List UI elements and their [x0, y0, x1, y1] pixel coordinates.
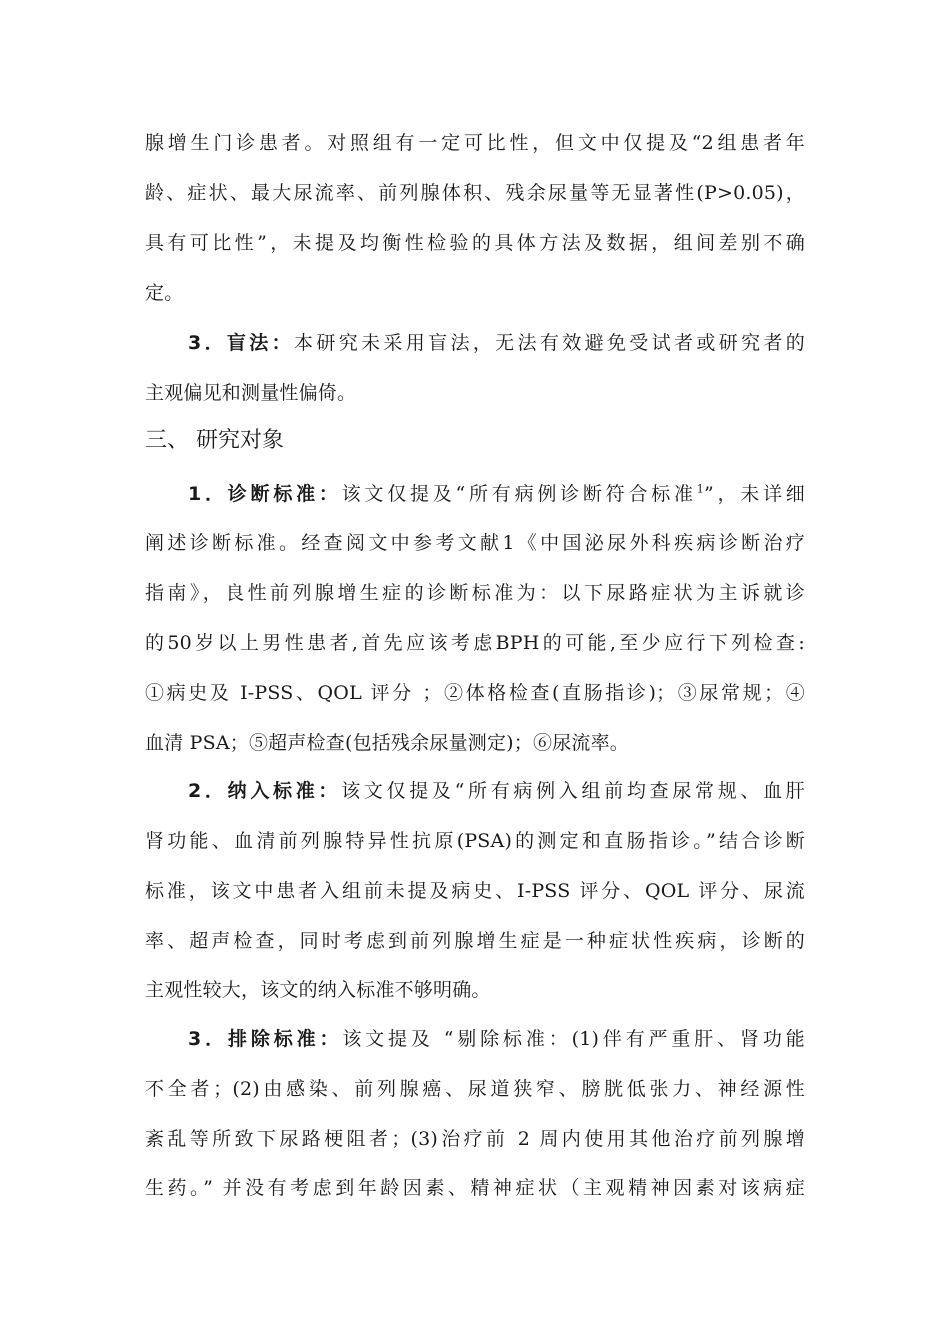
paragraph-line: 不全者；(2)由感染、前列腺癌、尿道狭窄、膀胱低张力、神经源性 — [145, 1078, 805, 1100]
paragraph-line: 具有可比性”，未提及均衡性检验的具体方法及数据，组间差别不确 — [145, 232, 805, 254]
paragraph-line: 定。 — [145, 282, 184, 304]
paragraph-line: 标准，该文中患者入组前未提及病史、I-PSS 评分、QOL 评分、尿流 — [145, 880, 805, 902]
paragraph-line: ①病史及 I-PSS、QOL 评分 ；②体格检查(直肠指诊)；③尿常规；④ — [145, 682, 805, 704]
paragraph-line: 主观性较大，该文的纳入标准不够明确。 — [145, 979, 491, 1001]
paragraph-line: 阐述诊断标准。经查阅文中参考文献1《中国泌尿外科疾病诊断治疗 — [145, 532, 805, 554]
paragraph-line: 血清 PSA；⑤超声检查(包括残余尿量测定)；⑥尿流率。 — [145, 732, 629, 754]
paragraph-line: 指南》，良性前列腺增生症的诊断标准为：以下尿路症状为主诉就诊 — [145, 582, 805, 604]
inclusion-paragraph-first-line — [188, 778, 805, 804]
paragraph-line: 肾功能、血清前列腺特异性抗原(PSA)的测定和直肠指诊。”结合诊断 — [145, 830, 805, 852]
paragraph-line: 龄、症状、最大尿流率、前列腺体积、残余尿量等无显著性(P>0.05)， — [145, 182, 805, 204]
exclusion-text: 该文提及 “剔除标准：(1)伴有严重肝、肾功能 — [342, 1028, 805, 1050]
diagnosis-paragraph-first-line — [188, 481, 805, 507]
diagnosis-text-end: ”，未详细 — [703, 483, 805, 505]
paragraph-line: 紊乱等所致下尿路梗阻者；(3)治疗前 2 周内使用其他治疗前列腺增 — [145, 1128, 805, 1150]
citation-superscript: 1 — [696, 482, 704, 496]
section-heading: 三、 研究对象 — [145, 428, 284, 453]
diagnosis-text: 该文仅提及“所有病例诊断符合标准 — [341, 483, 697, 505]
blinding-paragraph-first-line — [188, 330, 805, 356]
inclusion-text: 该文仅提及“所有病例入组前均查尿常规、血肝 — [341, 780, 805, 802]
paragraph-line: 主观偏见和测量性偏倚。 — [145, 382, 357, 404]
diagnosis-label: 1．诊断标准： — [188, 483, 342, 505]
inclusion-label: 2．纳入标准： — [188, 780, 342, 802]
exclusion-label: 3．排除标准： — [188, 1028, 343, 1050]
paragraph-line: 腺增生门诊患者。对照组有一定可比性，但文中仅提及“2组患者年 — [145, 132, 805, 154]
paragraph-line: 率、超声检查，同时考虑到前列腺增生症是一种症状性疾病，诊断的 — [145, 930, 805, 952]
exclusion-paragraph-first-line — [188, 1026, 805, 1052]
paragraph-line: 的50岁以上男性患者,首先应该考虑BPH的可能,至少应行下列检查: — [145, 632, 805, 654]
blinding-label: 3．盲法： — [188, 332, 294, 354]
paragraph-line: 生药。” 并没有考虑到年龄因素、精神症状（主观精神因素对该病症 — [145, 1177, 805, 1199]
blinding-text: 本研究未采用盲法，无法有效避免受试者或研究者的 — [294, 332, 805, 354]
